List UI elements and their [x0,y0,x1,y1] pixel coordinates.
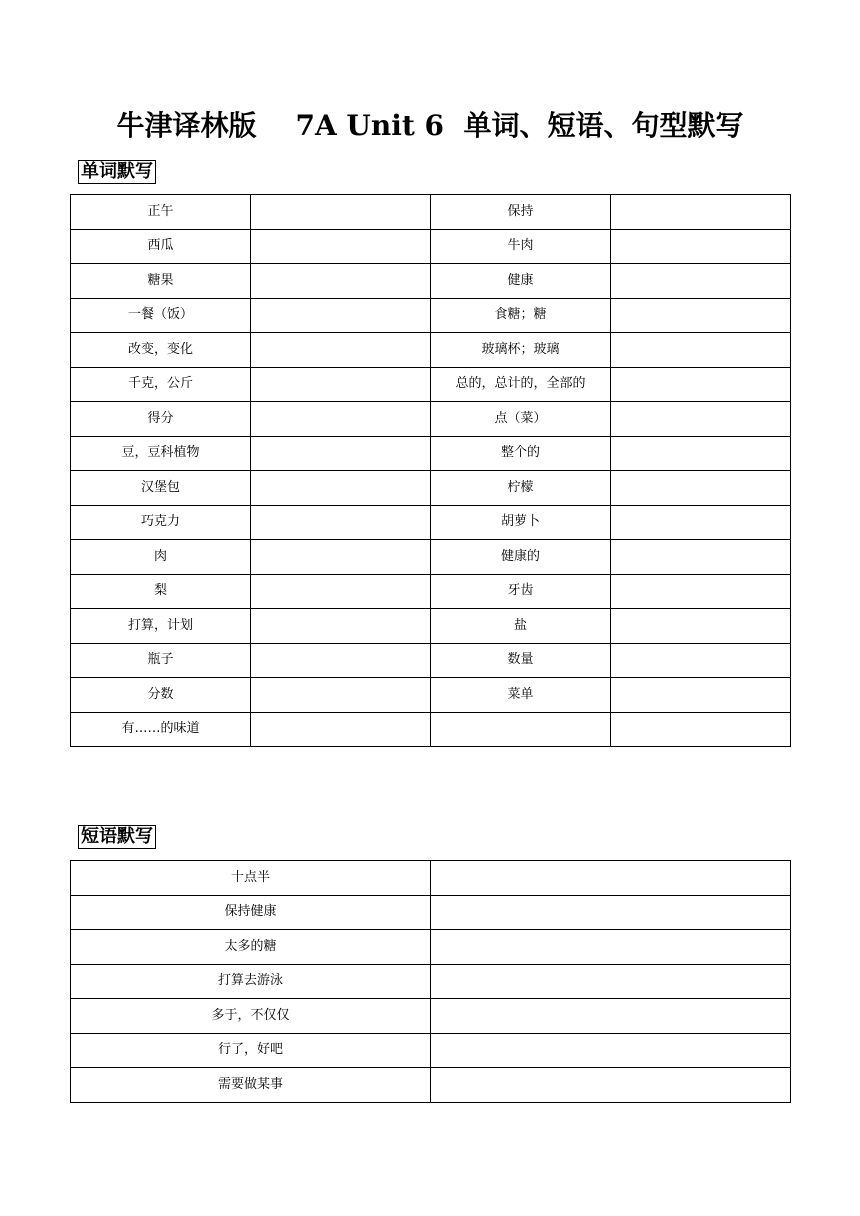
answer-blank[interactable] [431,861,791,896]
table-row [71,574,791,609]
answer-blank[interactable] [611,367,791,402]
vocab-prompt: 梨 [71,574,251,609]
answer-blank[interactable] [431,1068,791,1103]
table-row [71,609,791,644]
vocab-prompt: 西瓜 [71,229,251,264]
answer-blank[interactable] [251,609,431,644]
answer-blank[interactable] [431,895,791,930]
phrase-prompt: 需要做某事 [71,1068,431,1103]
vocab-prompt: 牙齿 [431,574,611,609]
vocab-prompt: 正午 [71,195,251,230]
phrase-prompt: 十点半 [71,861,431,896]
vocab-prompt: 一餐（饭） [71,298,251,333]
vocab-prompt: 点（菜） [431,402,611,437]
answer-blank[interactable] [251,540,431,575]
vocab-prompt: 改变，变化 [71,333,251,368]
table-row [71,678,791,713]
phrase-prompt: 打算去游泳 [71,964,431,999]
answer-blank[interactable] [611,471,791,506]
vocab-prompt: 豆，豆科植物 [71,436,251,471]
vocab-prompt: 玻璃杯；玻璃 [431,333,611,368]
page-title: 牛津译林版 7A Unit 6 单词、短语、句型默写 [116,109,744,142]
answer-blank[interactable] [251,712,431,747]
table-row [71,195,791,230]
table-row [71,712,791,747]
table-row [71,264,791,299]
answer-blank[interactable] [251,195,431,230]
vocab-prompt: 千克，公斤 [71,367,251,402]
phrase-prompt: 保持健康 [71,895,431,930]
answer-blank[interactable] [251,333,431,368]
vocab-prompt: 柠檬 [431,471,611,506]
table-row [71,1033,791,1068]
phrase-prompt: 多于，不仅仅 [71,999,431,1034]
answer-blank[interactable] [251,229,431,264]
table-row [71,540,791,575]
answer-blank[interactable] [611,678,791,713]
answer-blank[interactable] [431,964,791,999]
vocab-prompt: 数量 [431,643,611,678]
phrase-section-label: 短语默写 [78,825,156,849]
vocab-prompt: 有……的味道 [71,712,251,747]
answer-blank[interactable] [251,367,431,402]
table-row [71,333,791,368]
answer-blank[interactable] [251,574,431,609]
table-row [71,505,791,540]
vocab-prompt: 胡萝卜 [431,505,611,540]
table-row [71,402,791,437]
vocab-prompt: 肉 [71,540,251,575]
vocab-prompt: 得分 [71,402,251,437]
answer-blank[interactable] [251,471,431,506]
vocab-prompt: 打算，计划 [71,609,251,644]
answer-blank[interactable] [251,436,431,471]
vocab-prompt [431,712,611,747]
vocab-prompt: 瓶子 [71,643,251,678]
vocab-prompt: 糖果 [71,264,251,299]
answer-blank[interactable] [251,505,431,540]
answer-blank[interactable] [611,229,791,264]
table-row [71,999,791,1034]
vocab-prompt: 健康 [431,264,611,299]
answer-blank[interactable] [611,712,791,747]
table-row [71,367,791,402]
answer-blank[interactable] [611,333,791,368]
table-row [71,471,791,506]
vocab-prompt: 食糖；糖 [431,298,611,333]
answer-blank[interactable] [251,264,431,299]
table-row [71,1068,791,1103]
vocab-prompt: 总的，总计的，全部的 [431,367,611,402]
vocab-prompt: 汉堡包 [71,471,251,506]
answer-blank[interactable] [611,574,791,609]
answer-blank[interactable] [611,298,791,333]
answer-blank[interactable] [611,643,791,678]
vocab-prompt: 菜单 [431,678,611,713]
table-row [71,895,791,930]
answer-blank[interactable] [431,930,791,965]
phrase-prompt: 太多的糖 [71,930,431,965]
vocab-prompt: 健康的 [431,540,611,575]
phrase-prompt: 行了，好吧 [71,1033,431,1068]
answer-blank[interactable] [611,264,791,299]
answer-blank[interactable] [251,643,431,678]
table-row [71,643,791,678]
answer-blank[interactable] [611,609,791,644]
table-row [71,930,791,965]
answer-blank[interactable] [251,678,431,713]
vocab-section-label: 单词默写 [78,160,156,184]
vocab-prompt: 分数 [71,678,251,713]
table-row [71,229,791,264]
table-row [71,298,791,333]
table-row [71,436,791,471]
answer-blank[interactable] [251,402,431,437]
table-row [71,861,791,896]
vocab-prompt: 保持 [431,195,611,230]
vocab-prompt: 牛肉 [431,229,611,264]
vocab-prompt: 整个的 [431,436,611,471]
vocab-prompt: 盐 [431,609,611,644]
answer-blank[interactable] [611,540,791,575]
table-row [71,964,791,999]
vocab-prompt: 巧克力 [71,505,251,540]
answer-blank[interactable] [611,436,791,471]
answer-blank[interactable] [611,402,791,437]
vocab-table [70,194,791,747]
phrase-table [70,860,791,1103]
answer-blank[interactable] [611,195,791,230]
answer-blank[interactable] [431,1033,791,1068]
answer-blank[interactable] [251,298,431,333]
answer-blank[interactable] [611,505,791,540]
answer-blank[interactable] [431,999,791,1034]
